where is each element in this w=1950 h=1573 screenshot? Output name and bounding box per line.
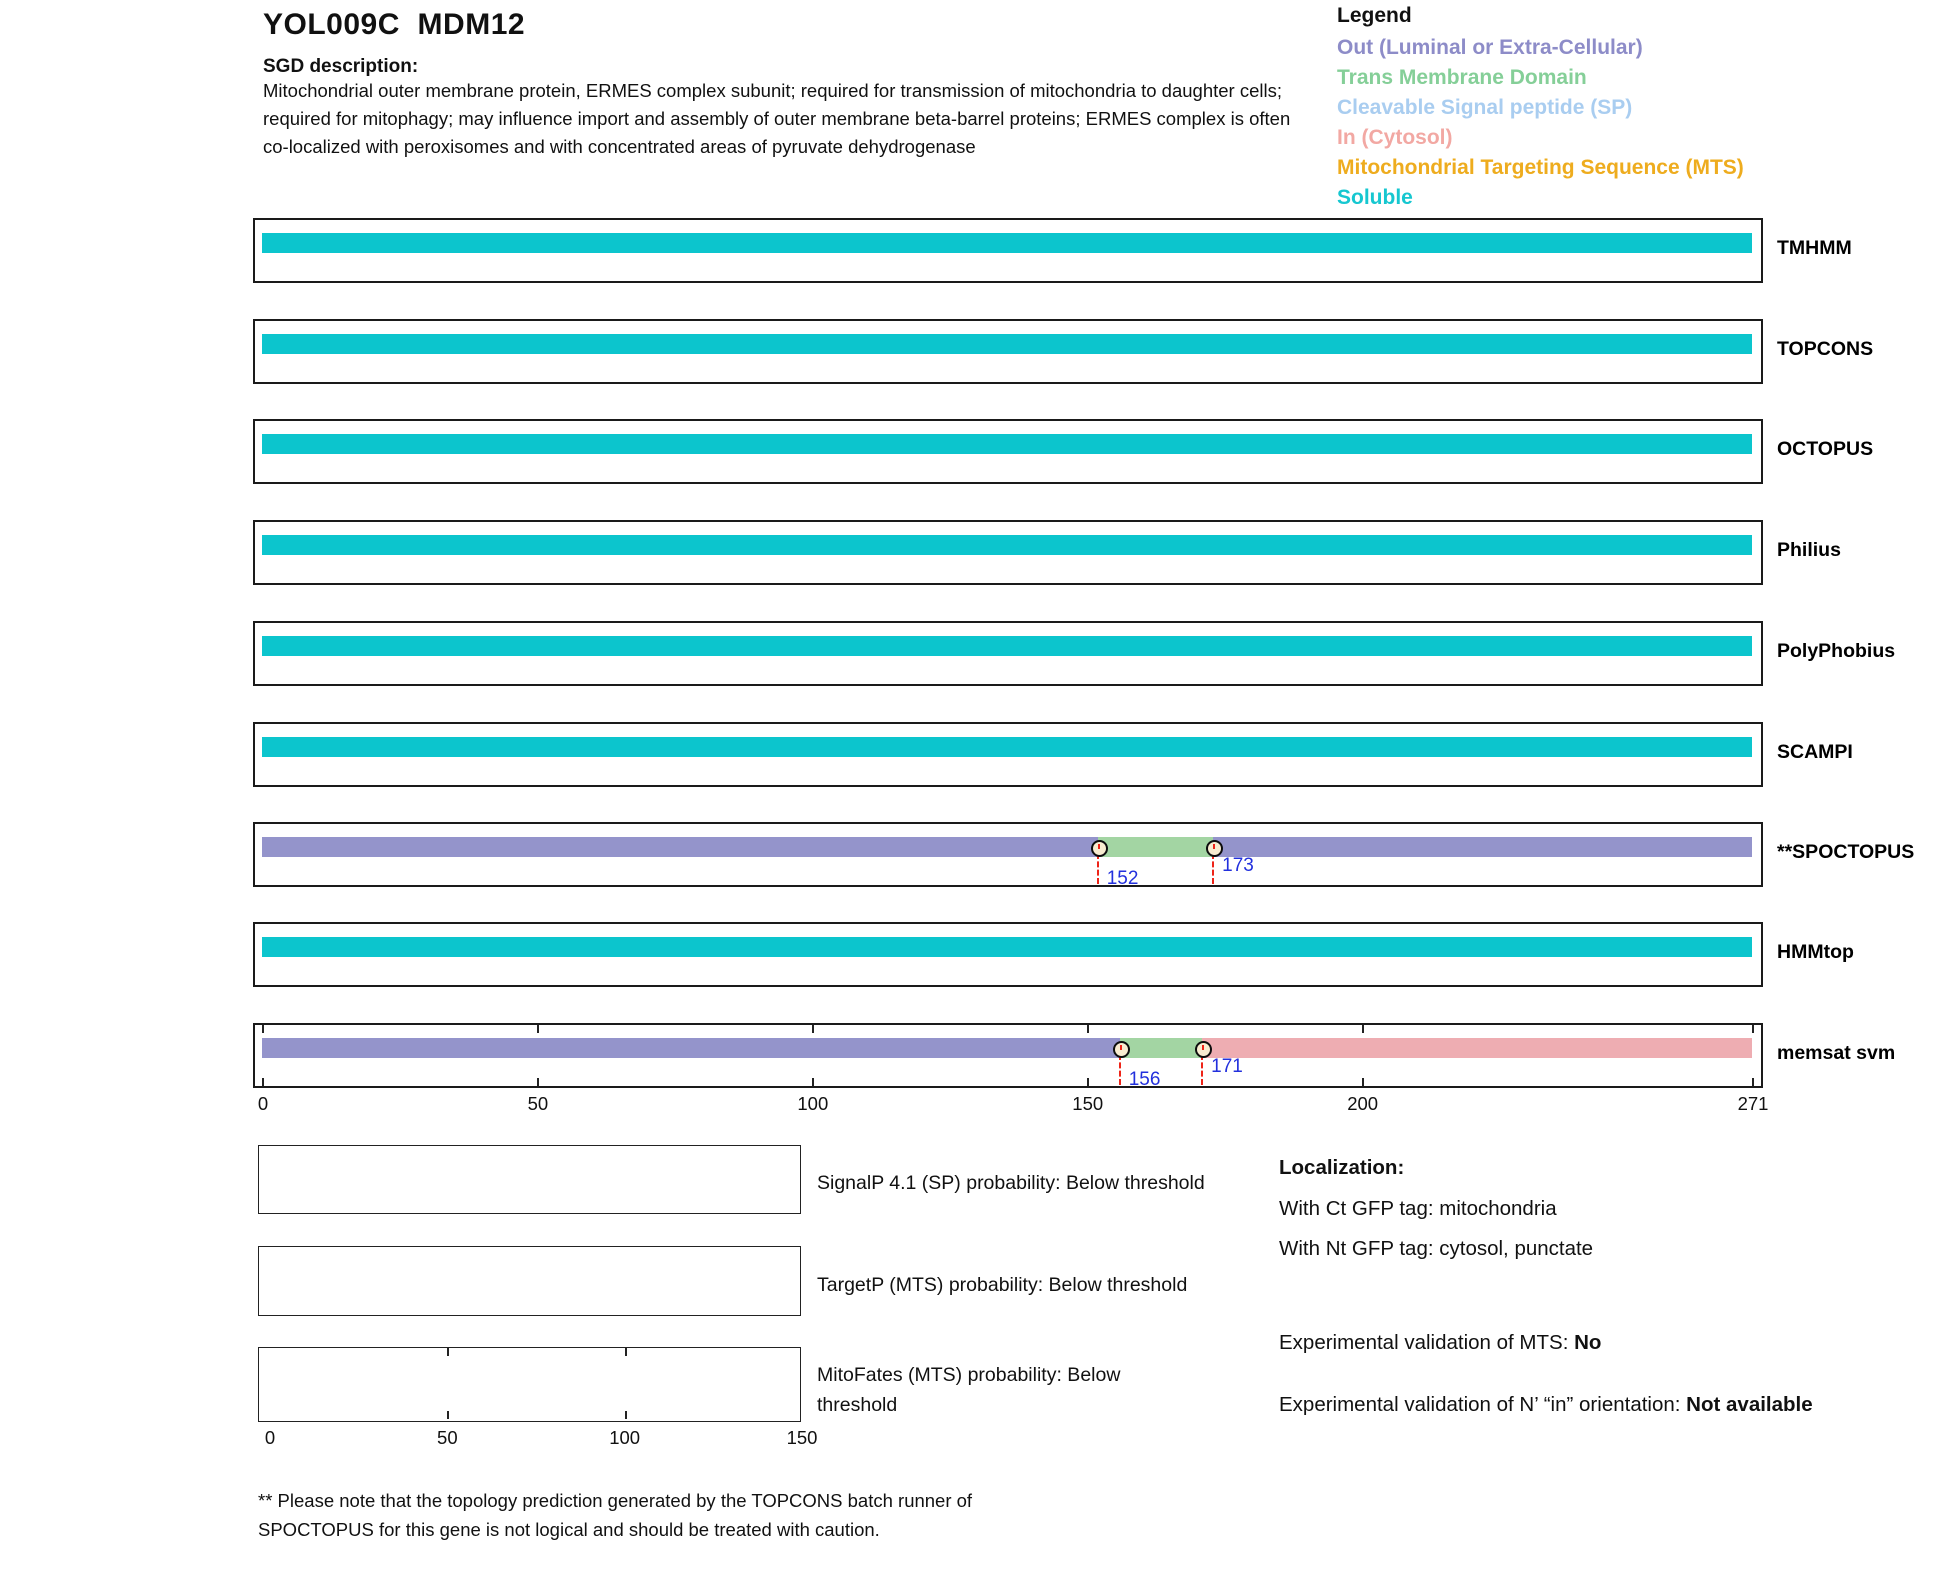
signalp-plot-label: SignalP 4.1 (SP) probability: Below threshold — [817, 1172, 1205, 1194]
boundary-circle-marker — [1091, 840, 1108, 857]
legend-title: Legend — [1337, 4, 1412, 27]
track-label: Philius — [1777, 539, 1841, 561]
axis-tick — [262, 1078, 264, 1086]
orientation-validation-value: Not available — [1686, 1393, 1813, 1416]
mts-validation-line — [1279, 1326, 1839, 1360]
orientation-validation-line — [1279, 1388, 1839, 1422]
legend-item-tm: Trans Membrane Domain — [1337, 66, 1587, 89]
track-row-polyphobius — [253, 621, 1896, 686]
axis-tick — [812, 1078, 814, 1086]
boundary-marker-dash-icon — [1098, 844, 1100, 849]
axis-tick — [1087, 1078, 1089, 1086]
track-row-octopus — [253, 419, 1874, 484]
mitofates-plot-label: MitoFates (MTS) probability: Below threshold — [817, 1364, 1121, 1416]
targetp-plot-label: TargetP (MTS) probability: Below threshold — [817, 1274, 1188, 1296]
axis-tick-label: 150 — [1072, 1093, 1104, 1114]
legend-item-soluble: Soluble — [1337, 186, 1413, 209]
track-label: PolyPhobius — [1777, 640, 1896, 662]
axis-tick — [1752, 1025, 1754, 1033]
axis-tick — [1087, 1025, 1089, 1033]
track-label: **SPOCTOPUS — [1777, 841, 1915, 863]
track-bar-segment — [1098, 837, 1213, 857]
boundary-line — [1119, 1054, 1121, 1085]
axis-tick-label: 0 — [257, 1093, 269, 1114]
boundary-position-label: 152 — [1106, 868, 1139, 889]
axis-tick-label: 50 — [527, 1093, 549, 1114]
track-row-hmmtop — [253, 922, 1854, 987]
track-bar-segment — [262, 937, 1752, 957]
axis-tick — [447, 1411, 449, 1419]
track-label: TMHMM — [1777, 237, 1852, 259]
boundary-marker-dash-icon — [1202, 1045, 1204, 1050]
track-bar-segment — [262, 334, 1752, 354]
track-row-spoctopus — [253, 822, 1915, 889]
track-bar-segment — [262, 434, 1752, 454]
axis-tick — [537, 1025, 539, 1033]
axis-tick — [1752, 1078, 1754, 1086]
signalp-plot — [258, 1145, 801, 1214]
mitofates-plot — [258, 1347, 818, 1448]
track-bar-segment — [262, 535, 1752, 555]
axis-tick — [1362, 1078, 1364, 1086]
boundary-position-label: 173 — [1222, 855, 1254, 876]
track-row-tmhmm — [253, 218, 1852, 283]
track-label: SCAMPI — [1777, 741, 1853, 763]
track-label: memsat svm — [1777, 1042, 1896, 1064]
track-bar-segment — [262, 737, 1752, 757]
legend-item-mts: Mitochondrial Targeting Sequence (MTS) — [1337, 156, 1744, 179]
boundary-marker-dash-icon — [1120, 1045, 1122, 1050]
boundary-position-label: 156 — [1128, 1069, 1161, 1090]
legend-item-sp: Cleavable Signal peptide (SP) — [1337, 96, 1633, 119]
axis-tick — [537, 1078, 539, 1086]
legend-item-in: In (Cytosol) — [1337, 126, 1453, 149]
track-row-topcons — [253, 319, 1874, 384]
legend-items — [1337, 33, 1897, 213]
axis-tick-label: 150 — [786, 1427, 818, 1448]
boundary-marker-dash-icon — [1213, 844, 1215, 849]
mts-validation-label: Experimental validation of MTS: — [1279, 1331, 1569, 1354]
axis-tick-label: 100 — [609, 1427, 641, 1448]
track-label: OCTOPUS — [1777, 438, 1874, 460]
track-row-philius — [253, 520, 1841, 585]
boundary-line — [1201, 1054, 1203, 1085]
axis-tick — [812, 1025, 814, 1033]
orientation-validation-label: Experimental validation of N’ “in” orientation: — [1279, 1393, 1681, 1416]
boundary-position-label: 171 — [1211, 1056, 1243, 1077]
axis-tick — [1362, 1025, 1364, 1033]
track-row-scampi — [253, 722, 1853, 787]
axis-tick — [447, 1348, 449, 1356]
track-label: HMMtop — [1777, 941, 1854, 963]
page-title: YOL009C MDM12 — [263, 8, 526, 41]
axis-tick-label: 0 — [264, 1427, 276, 1448]
legend — [1337, 4, 1897, 213]
track-bar-segment — [1202, 1038, 1752, 1058]
mts-validation-value: No — [1574, 1331, 1602, 1354]
axis-tick-label: 100 — [797, 1093, 829, 1114]
axis-tick — [262, 1025, 264, 1033]
axis-tick-label: 50 — [437, 1427, 458, 1448]
legend-item-out: Out (Luminal or Extra-Cellular) — [1337, 36, 1643, 59]
track-bar-segment — [262, 636, 1752, 656]
localization-title: Localization: — [1279, 1156, 1405, 1179]
axis-tick — [625, 1348, 627, 1356]
track-row-memsatsvm — [253, 1023, 1896, 1114]
axis-tick-label: 271 — [1737, 1093, 1769, 1114]
targetp-plot — [258, 1246, 801, 1316]
axis-tick-label: 200 — [1347, 1093, 1379, 1114]
boundary-line — [1212, 853, 1214, 884]
track-bar-segment — [262, 837, 1098, 857]
sgd-description-label: SGD description: — [263, 56, 419, 77]
footnote-text: ** Please note that the topology prediction generated by the TOPCONS batch runner of SPOCTOPUS for this gene is not logical and should be treated with caution. — [258, 1490, 973, 1540]
track-bar-segment — [1213, 837, 1752, 857]
track-bar-segment — [262, 233, 1752, 253]
track-label: TOPCONS — [1777, 338, 1874, 360]
track-bar-segment — [262, 1038, 1120, 1058]
axis-tick — [625, 1411, 627, 1419]
boundary-line — [1097, 853, 1099, 884]
track-bar-segment — [1120, 1038, 1202, 1058]
boundary-circle-marker — [1113, 1041, 1130, 1058]
sgd-description-text: Mitochondrial outer membrane protein, ERMES complex subunit; required for transmission of mitochondria to daughter cells; required for mitophagy; may influence import and assembly of outer membrane beta-barrel proteins; ERMES complex is often co-localized with peroxisomes and with concentrated areas of pyruvate dehydrogenase — [263, 80, 1291, 157]
localization-nt-gfp: With Nt GFP tag: cytosol, punctate — [1279, 1237, 1594, 1260]
localization-ct-gfp: With Ct GFP tag: mitochondria — [1279, 1197, 1557, 1220]
